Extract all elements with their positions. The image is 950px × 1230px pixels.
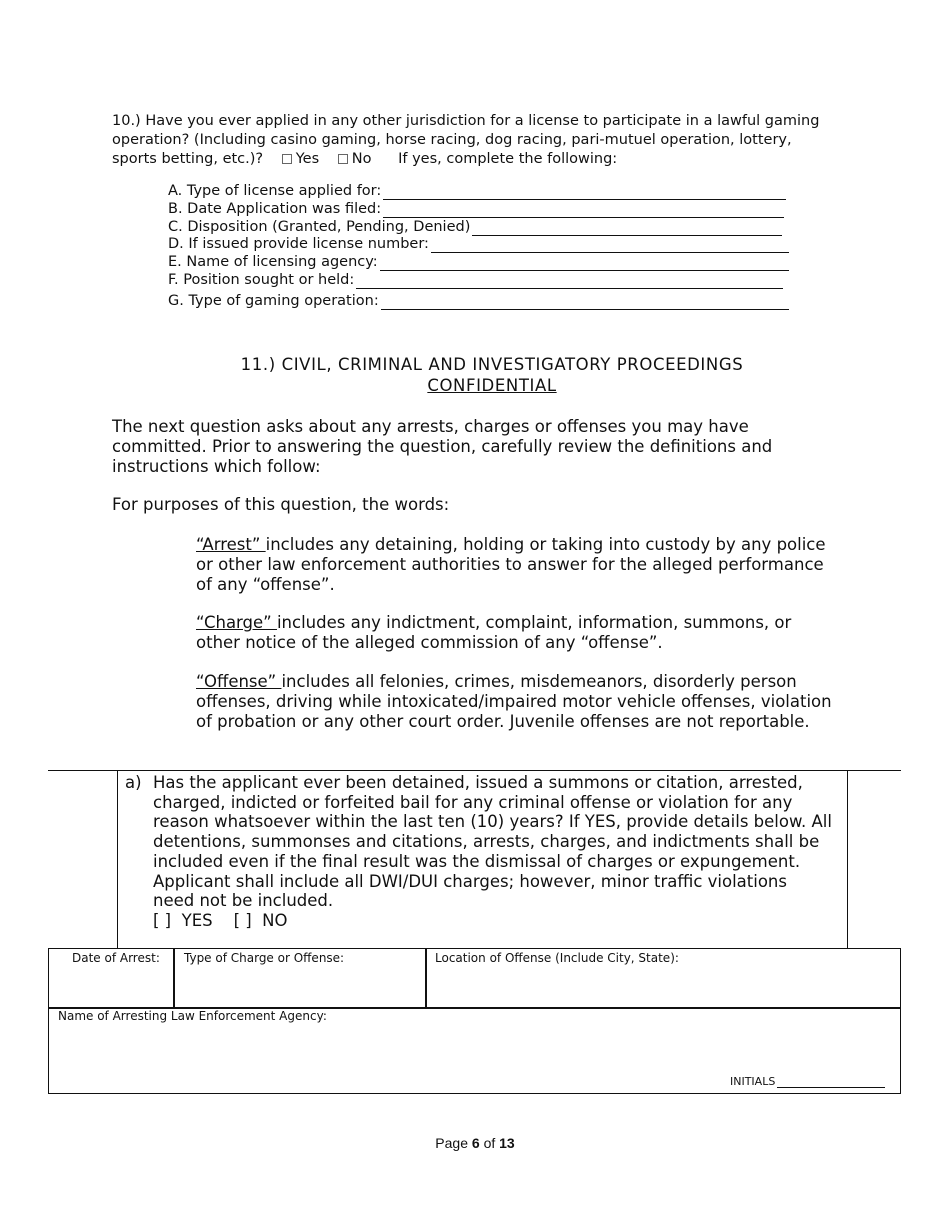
total-pages: 13 [499,1135,515,1151]
box-left-rule [117,770,118,948]
intro-paragraph: The next question asks about any arrests, charges or offenses you may have committed. Prior to answering the question, carefully review the definitions and instructions which follow: [112,417,773,476]
date-filed-input[interactable] [383,203,784,218]
type-of-charge-label: Type of Charge or Offense: [184,951,345,965]
no-checkbox[interactable] [338,154,348,164]
field-position [168,272,783,289]
type-of-charge-input[interactable] [175,952,425,1007]
section-11-title: 11.) CIVIL, CRIMINAL AND INVESTIGATORY PROCEEDINGS [240,355,744,374]
definition-text: includes all felonies, crimes, misdemeanors, disorderly person offenses, driving while intoxicated/impaired motor vehicle offenses, violation of probation or any other court order. Juvenile offenses are not reportable. [196,672,832,731]
item-a-yes-no[interactable]: [ ] YES [ ] NO [153,911,288,930]
definition-arrest [196,535,836,595]
position-input[interactable] [356,274,783,289]
no-label: No [351,151,372,167]
page-of: of [483,1135,496,1151]
license-number-input[interactable] [431,238,789,253]
licensing-agency-input[interactable] [380,256,789,271]
initials-input[interactable] [777,1077,885,1088]
date-of-arrest-input[interactable] [49,952,173,1007]
field-date-filed [168,201,784,218]
gaming-operation-input[interactable] [381,295,789,310]
field-gaming-operation [168,293,789,310]
current-page: 6 [471,1135,480,1151]
field-label: B. Date Application was filed: [168,201,382,217]
item-a-text: Has the applicant ever been detained, issued a summons or citation, arrested, charged, indicted or forfeited bail for any criminal offense or violation for any reason whatsoever within the last ten (10) years? If YES, provide details below. All detentions, summonses and citations, arrests, charges, and indictments shall be included even if the final result was the dismissal of charges or expungement. Applicant shall include all DWI/DUI charges; however, minor traffic violations need not be included. [153,773,832,911]
date-of-arrest-label: Date of Arrest: [72,951,160,965]
location-of-offense-input[interactable] [427,952,899,1007]
location-of-offense-label: Location of Offense (Include City, State): [435,951,679,965]
box-top-rule [48,770,901,771]
field-label: F. Position sought or held: [168,272,355,288]
definition-term: “Offense” [196,672,282,691]
field-disposition [168,219,782,236]
item-a-label: a) [125,773,142,792]
page-prefix: Page [435,1135,468,1151]
field-license-number [168,236,789,253]
license-type-input[interactable] [383,185,786,200]
field-label: E. Name of licensing agency: [168,254,378,270]
page-number [0,1135,950,1151]
initials-label: INITIALS [730,1075,776,1088]
field-label: A. Type of license applied for: [168,183,382,199]
arresting-agency-input[interactable] [49,1026,899,1071]
section-11-subtitle: CONFIDENTIAL [427,376,557,395]
definition-offense [196,672,836,732]
question-10-text: 10.) Have you ever applied in any other jurisdiction for a license to participate in a lawful gaming operation? (Including casino gaming, horse racing, dog racing, pari-mutuel operation, lottery, sports betting, etc.)? [112,113,820,167]
definition-charge [196,613,836,653]
definition-term: “Arrest” [196,535,266,554]
definition-term: “Charge” [196,613,277,632]
field-license-type [168,183,786,200]
definition-text: includes any detaining, holding or taking into custody by any police or other law enforcement authorities to answer for the alleged performance of any “offense”. [196,535,826,594]
purposes-line: For purposes of this question, the words: [112,495,450,514]
definition-text: includes any indictment, complaint, information, summons, or other notice of the alleged commission of any “offense”. [196,613,792,652]
question-10 [112,112,832,169]
if-yes-instruction: If yes, complete the following: [398,151,618,167]
initials-field [730,1075,885,1088]
disposition-input[interactable] [472,221,782,236]
yes-label: Yes [295,151,320,167]
field-label: C. Disposition (Granted, Pending, Denied) [168,219,471,235]
field-label: G. Type of gaming operation: [168,293,379,309]
box-right-rule [847,770,848,948]
yes-checkbox[interactable] [282,154,292,164]
arresting-agency-label: Name of Arresting Law Enforcement Agency: [58,1009,327,1023]
field-licensing-agency [168,254,789,271]
field-label: D. If issued provide license number: [168,236,429,252]
